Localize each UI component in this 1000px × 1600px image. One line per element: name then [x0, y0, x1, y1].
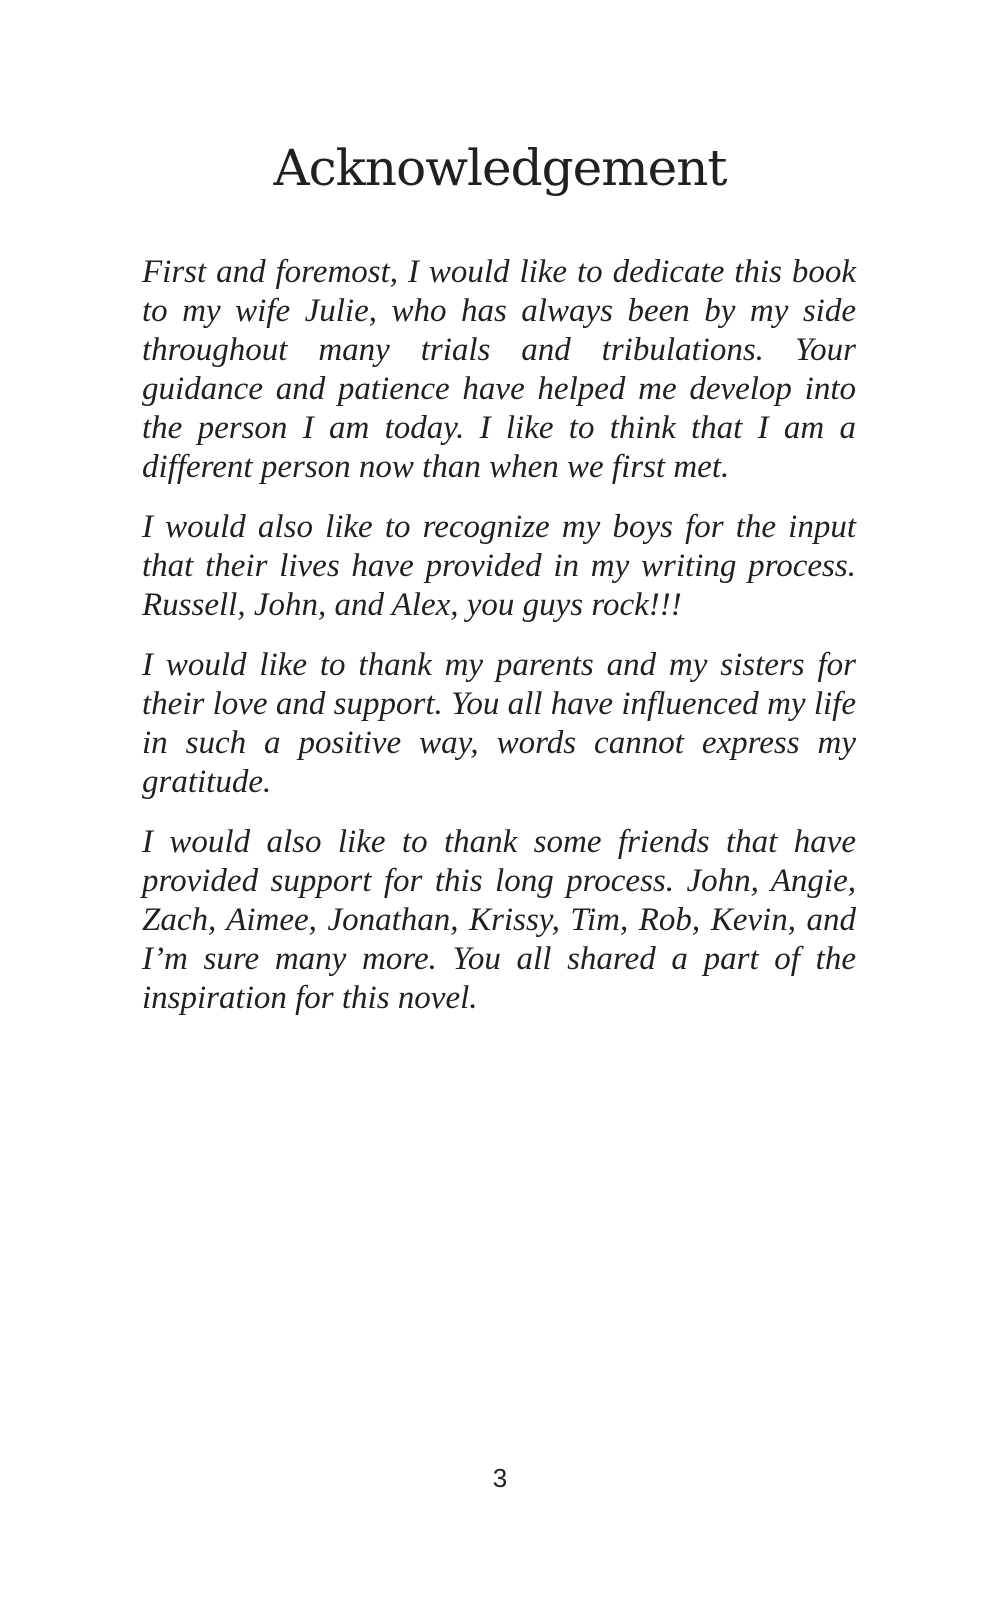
acknowledgement-body — [142, 253, 856, 1039]
paragraph-family: I would like to thank my parents and my sisters for their love and support. You all have influenced my life in such a positive way, words cannot express my gratitude. — [142, 647, 856, 800]
paragraph-dedication: First and foremost, I would like to dedicate this book to my wife Julie, who has always been by my side throughout many trials and tribulations. Your guidance and patience have helped me develop into the person I am today. I like to think that I am a different person now than when we first met. — [142, 254, 856, 485]
page-title: Acknowledgement — [273, 139, 727, 197]
paragraph-friends: I would also like to thank some friends that have provided support for this long process. John, Angie, Zach, Aimee, Jonathan, Krissy, Tim, Rob, Kevin, and I’m sure many more. You all shared a part of the inspiration for this novel. — [142, 824, 856, 1016]
paragraph-boys: I would also like to recognize my boys for the input that their lives have provided in my writing process. Russell, John, and Alex, you guys rock!!! — [142, 509, 856, 623]
page-number: 3 — [492, 1463, 508, 1493]
